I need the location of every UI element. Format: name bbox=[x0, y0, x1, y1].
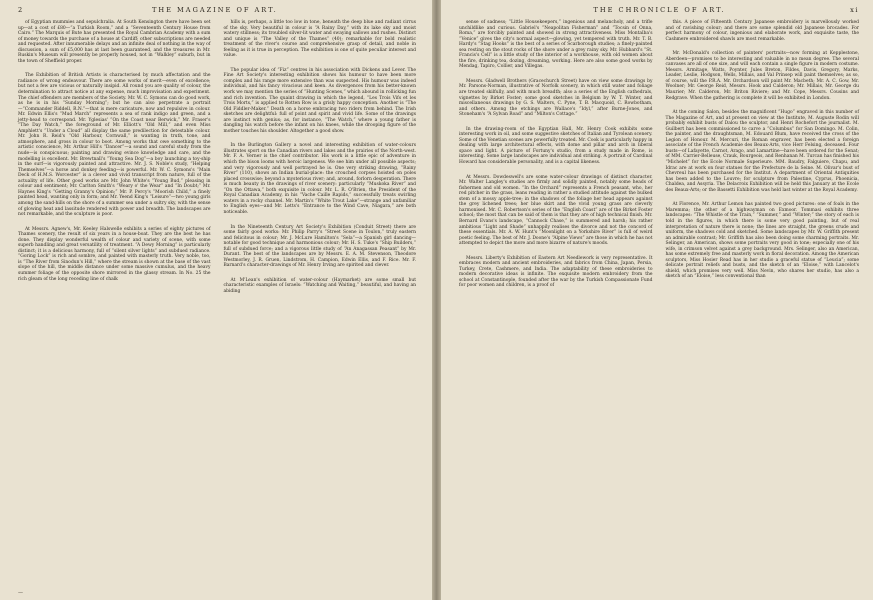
paragraph: In the Nineteenth Century Art Society's Exhibition (Conduit Street) there are some fairly good works: Mr. Philip Parry's “Street Scene in Toulon,” truly eastern and felicitous in colour; Mr. J. McLure Hamilton's “Sela”—a Spanish girl dancing—notable for good technique and harmonious colour; Mr. H. S. Tuke's “Ship Builders,” full of subdued force; and a vigorous little study of “An Anagassan Peasant” by Mr. Durant. The best of the landscapes are by Messrs. E. A. M. Stevenson, Theodore Westmorley, J. R. Gruen, Lindstrom, H. Campion, Edwin Ellis, and F. Rice. Mr. F. Barnard's character-drawings of Mr. Henry Irving are spirited and clever. bbox=[223, 224, 416, 269]
paragraph: this. A piece of Fifteenth Century Japanese embroidery is marvellously worked and of ravishing colour; and there are some splendid old Japanese brocades. For perfect harmony of colour, ingenious and elaborate work, and exquisite taste, the Cashmere embroidered shawls are most remarkable. bbox=[665, 20, 859, 42]
paragraph: In the drawing-room of the Egyptian Hall, Mr. Henry Cook exhibits some interesting work in oil, and some suggestive sketches of Italian and Tyrolean scenery. Some of the Venetian scenes are powerfully treated. Mr. Cook is particularly happy in dealing with large architectural effects, with dome and pillar and arch in liberal space and light. A picture of Fortuny's studio, from a study made in Rome, is interesting. Some large landscapes are individual and striking. A portrait of Cardinal Howard has considerable personality, and is a capital likeness. bbox=[459, 126, 653, 166]
right-running-head bbox=[459, 6, 859, 18]
left-column-1 bbox=[18, 20, 211, 299]
right-page bbox=[441, 0, 873, 600]
paragraph: Messrs. Gladwell Brothers (Gracechurch Street) have on view some drawings by Mr. Parsons-Norman, illustrative of Norfolk scenery, in which still water and foliage are treated skilfully, and with much breadth; also a series of the English cathedrals, vignettes by Birket Foster; some good sketches in Belgium by W. T. Winter, and miscellaneous drawings by G. S. Walters, C. Pyne, T. B. Macquoid, C. Rowbotham, and others. Among the etchings are Wallace's “Idyl,” after Burne-Jones, and Stoneham's “A Sylvan Road” and “Milton's Cottage.” bbox=[459, 78, 653, 118]
paragraph: At Messrs. Dowdeswell's are some water-colour drawings of distinct character. Mr. Walter Langley's studies are firmly and solidly painted, notably some heads of fishermen and old women. “In the Orchard” represents a French peasant, who, her red pitcher in the grass, leans reading in rather a studied attitude against the bulked stem of a mossy apple-tree; in the shadows of the foliage her head appears against the grey lichened trees; her blue skirt and the vivid young grass are cleverly harmonised. Mr. C. Robertson's series of the “English Coast” are of the Birket Foster school; the most that can be said of them is that they are of high technical finish. Mr. Bernard Evans's landscape, “Cannock Chase,” is summered and harsh; his rather ambitious “Light and Shade” unhappily realises the divorce and not the concord of these essentials. Mr. A. W. Hunt's “Moonlight on a Yorkshire River” is full of weird poetic feeling. The best of Mr. J. Doone's “Alpine Views” are those in which he has not attempted to depict the more and more bizarre of nature's moods. bbox=[459, 174, 653, 247]
paragraph: Messrs. Liberty's Exhibition of Eastern Art Needlework is very representative. It embraces modern and ancient embroideries, and fabrics from China, Japan, Persia, Turkey, Crete, Cashmere, and India. The adaptability of these embroideries to modern decorative ideas is infinite. The exquisite modern embroidery from the school at Constantinople, founded after the war by the Turkish Compassionate Fund for poor women and children, is a proof of bbox=[459, 255, 653, 289]
left-page-title: THE MAGAZINE OF ART. bbox=[152, 6, 278, 14]
paragraph: At M'Lean's exhibition of water-colour (Haymarket) are some small but characteristic examples of Israels: “Watching and Waiting,” beautiful, and having an abiding bbox=[223, 277, 416, 294]
paragraph: Mr. McDonald's collection of painters' portraits—now forming at Kepplestone, Aberdeen—promises to be interesting and valuable in no mean degree. The several canvases are all of one size, and will each contain a single figure in modern costume. Messrs. Armitage, Watts, Poynter, Jules Breton, Fildes, Davis, Gregory, Marks, Leader, Leslie, Hodgson, Wells, Millais, and Val Prinsep will paint themselves; as so, of course, will the P.R.A. Mr. Orchardson will paint Mr. Macbeth; Mr. A. C. Gow, Mr. Woolner; Mr. George Reid, Messrs. Hook and Calderon; Mr. Millais, Mr. George du Maurier; Mr. Calderon, Mr. Briton Riviere; and Mr. Cope, Messrs. Cousins and Redgrave. When the gathering is complete it will be exhibited in London. bbox=[665, 51, 859, 101]
left-page bbox=[0, 0, 432, 600]
paragraph: The Exhibition of British Artists is characterised by much affectation and the radiance of wrong endeavour. There are some works of merit—even of excellence; but not a few are vicious or naturally insipid. All round you are quality of colour, the determination to attract notice at any expense, much improvisation and experiment. The chief offenders are members of the Society. Mr. W. C. Symons can do good work, as he is in his “Sunday Morning”; but he can also perpetrate a portrait—“Commander Riddell, R.N.”—that is mere caricature, now and repulsive in colour. Mr. Edwin Ellis's “Mud March” represents a sea of rank indigo and green, and a jetty-head to correspond. Mr. Yglesias' “On the Coast near Berwick,” Mr. Fraser's “The Day Watch,” the foreground of Mr. Elliott's “Old Mill,” and even Miss Amphlett's “Under a Cloud” all display the same predilection for detestable colour. Mr. John R. Reid's “Old Harbour, Cornwall,” is wanting in truth, tone, and atmosphere, and gross in colour to boot. Among works that owe something to the artistic conscience, Mr. Arthur Hill's “Dancer”—a sound and careful study from the nude—is conspicuous; painting and drawing evince knowledge and care, and the modelling is excellent. Mr. Brewtnall's “Young Sea Dog”—a boy launching a toy-ship in the surf—is vigorously painted and attractive. Mr. J. S. Noble's study, “Helping Themselves”—a horse and donkey feeding—is powerful. Mr. W. C. Symons's “Main Deck of H.M.S. Worcester” is a clever and vivid transcript from nature, full of the actuality of life. Other good works are Mr. John White's “Young Bud,” pleasing in colour and sentiment; Mr. Carlton Smith's “Weary o' the Wear” and “In Doubt;” Mr. Haynes King's “Getting Granny's Opinion;” Mr. P. Percy's “Moorish Child,” a finely painted head, wanting only in form; and Mr. Yeend King's “Leisure”—two young girls among the sand-hills on the shore of a summer sea under a sultry sky, with the sense of glowing heat and lassitude rendered with power and breadth. The landscapes are not remarkable, and the sculpture is poor. bbox=[18, 73, 211, 218]
right-page-title: THE CHRONICLE OF ART. bbox=[593, 6, 726, 14]
paragraph: At Messrs. Agnew's, Mr. Keeley Halswelle exhibits a series of eighty pictures of Thames scenery, the result of six years in a house-boat. They are the best he has done. They display wonderful wealth of colour and variety of scene, with some superb handling and great versatility of treatment. “A Dewy Morning” is particularly distinct; it is a delicious harmony, full of “silent silver lights” and subdued radiance. “Goring Lock” is rich and sombre, and painted with masterly truth. Very noble, too, is “The River from Sinodun's Hill,” where the stream is shown at the base of the vast slope of the hill, the middle distance under some massive cumulus, and the heavy summer foliage of the opposite shore mirrored in the glassy stream. In No. 25 the rich gleam of the long receding line of chalk bbox=[18, 226, 211, 282]
paragraph: hills is, perhaps, a little too low in tone, beneath the deep blue and radiant cirrus of the sky. Very beautiful in colour is “A Rainy Day,” with its lake sky and moist watery stillness; its troubled silver-lit water and swaying sallows and rushes. Distinct and unique is “The Valley of the Thames” (40); remarkable for bold realistic treatment of the river's course and comprehensive grasp of detail, and noble in feeling as it is true in perception. The exhibition is one of quite peculiar interest and value. bbox=[223, 20, 417, 59]
book-gutter bbox=[432, 0, 441, 600]
left-column-2 bbox=[224, 20, 417, 299]
paragraph: The popular idea of “Fiz” centres in his association with Dickens and Lever. The Fine Art Society's interesting exhibition shows his humour to have been more complex and his range more extensive than was suspected. His humour was indeed individual, and his fancy vivacious and keen. As divergences from his better-known work we may mention the series of “Hunting Scenes,” which abound in rollicking fun and rich invention. The quaint drawing in which the legend, “Les Trois Vifs et les Trois Morts,” is applied to Rotten Row is a grisly happy conception. Another is “The Old Fiddler-Maker.” Death on a horse embracing two riders from behind. The Irish sketches are delightful: full of point and spirit and vivid life. Some of the drawings are instinct with genius; as, for instance, “The Watch,” where a young father is dangling his watch before the infant on his knees, while the drooping figure of the mother touches his shoulder. Altogether a good show. bbox=[223, 67, 416, 134]
right-columns bbox=[459, 20, 859, 294]
paragraph: sense of sadness; “Little Housekeepers,” ingenious and melancholy, and a trifle unchildlike and curious. Gabriel's “Neapolitan Fisherman” and “Tocsin of Onna, Roma,” are forcibly painted and showed in strong attractiveness. Miss Montalba's “Venice” gives the city's normal aspect—glowing, yet tempered with truth. Mr. T. B. Hardy's “Stag Hooks” is the best of a series of Scarborough studies; a finely-painted sea resting on the stout rocks of the shore under a grey rainy sky. Mr. Hubbard's “St. Francis's Cell” is a little study of the interior of a workhouse, with old women about the fire, drinking tea, dozing, dreaming, working. Here are also some good works by Mendag, Tapiro, Collier, and Villegas. bbox=[459, 20, 653, 70]
right-page-number: xi bbox=[850, 6, 859, 14]
left-footer-signature: — bbox=[18, 590, 24, 596]
right-column-1 bbox=[459, 20, 653, 294]
paragraph: of Egyptian mummies and sepulchralia. At South Kensington there have been set up—at a cost of £80—“a Turkish Room,” and a “Seventeenth Century House from Cairo.” The Marquis of Bute has presented the Royal Cambrian Academy with a sum of money towards the purchase of a house at Cardiff; other subscriptions are needed and requested. After innumerable delays and an infinite deal of nothing in the way of discussion, a sum of £5,000 has at last been guaranteed, and the treasures in Mr. Ruskin's Museum will presently be properly housed, not in “Walkley” suburb, but in the town of Sheffield proper. bbox=[18, 20, 211, 64]
left-running-head bbox=[18, 6, 416, 18]
paragraph: At the coming Salon, besides the magnificent “Hugo” engraved in this number of The Magazine of Art, and at present on view at the Institute, M. Auguste Rodin will probably exhibit busts of Dalou the sculptor, and Henri Rochefort the journalist. M. Guilbert has been commissioned to carve a “Columbus” for San Domingo. M. Colin, the painter, and the draughtsman, M. Edouard Blum, have received the cross of the Legion of Honour. M. Mercuri, the Roman engraver, has been elected a foreign associate of the French Academie des Beaux-Arts, vice Herr Felsing, deceased. Four busts—of Lafayette, Carnot, Arago, and Lamartine—have been ordered for the Senat; of MM. Carrier-Belleuse, Crauk, Bourgeois, and Renhanan M. Turcan has finished his “Michelet” for the Ecole Normale Superieure. MM. Baudry, Falguiere, Chapu, and Idrac are at work on four statues for the Prefecture de la Seine. M. Olivar's bust of Chevreul has been purchased for the Institut. A department of Oriental Antiquities has been added to the Louvre; for sculpture from Palestine, Cyprus, Phoenicia, Chaldea, and Assyria. The Delacroix Exhibition will be held this January at the Ecole des Beaux-Arts; or the Bassetti Exhibition was held last winter at the Royal Academy. bbox=[665, 110, 859, 193]
paragraph: In the Burlington Gallery a novel and interesting exhibition of water-colours illustrates sport on the Canadian rivers and lakes and the prairies of the North-west. Mr. F. A. Verner is the chief contributor. His work is a little epic of adventure in which the bison looms with heroic largeness. We see him under all possible aspects; and very vigorously and well portrayed he is. One very striking drawing, “Rainy River” (110), shows an Indian burial-place: the crouched corpses hoisted on poles placed crosswise; beyond a mysterious river; and, around, forlorn desperation. There is much beauty in the drawings of river scenery: particularly “Muskoka River” and “On the Ottawa,” both exquisite in colour. Mr. L. R. O'Brien, the President of the Royal Canadian Academy, in his “Vache Caille Rapids,” successfully treats swirling waters in a rocky channel. Mr. Martin's “White Trout Lake”—strange and unfamiliar to English eyes—and Mr. Letts's “Entrance to the Wind Cave, Niagara,” are both noticeable. bbox=[223, 143, 416, 215]
left-page-number: 2 bbox=[18, 6, 24, 14]
paragraph: At Florence, Mr. Arthur Lemon has painted two good pictures: one of foals in the Maremma; the other of a highwayman on Exmoor. Tommasi exhibits three landscapes: “The Whistle of the Train,” “Summer,” and “Winter;” the story of each is told in the figures, in which there is some very good painting, but of real interpretation of nature there is none; the lines are straight, the greens crude and uniform, the shadows cold and sketched. Some landscapes by Mr. W. Griffith present an admirable contrast; Mr. Griffith has also been doing some charming portraits. Mr. Selinger, an American, shows some portraits very good in tone; especially one of his wife, in crimson velvet against a grey background. Mrs. Selinger, also an American, has some extremely free and masterly work in floral decoration. Among the American sculptors, Miss Hosier Read has in her studio a graceful statue of “Leucia”; some delicate portrait reliefs and busts, and the sketch of an “Eloise,” with Lancelot's shield, which promises very well. Miss Nevin, who shares her studio, has also a sketch of an “Eloise,” less conventional than bbox=[665, 202, 859, 280]
right-column-2 bbox=[666, 20, 860, 294]
left-columns bbox=[18, 20, 416, 299]
